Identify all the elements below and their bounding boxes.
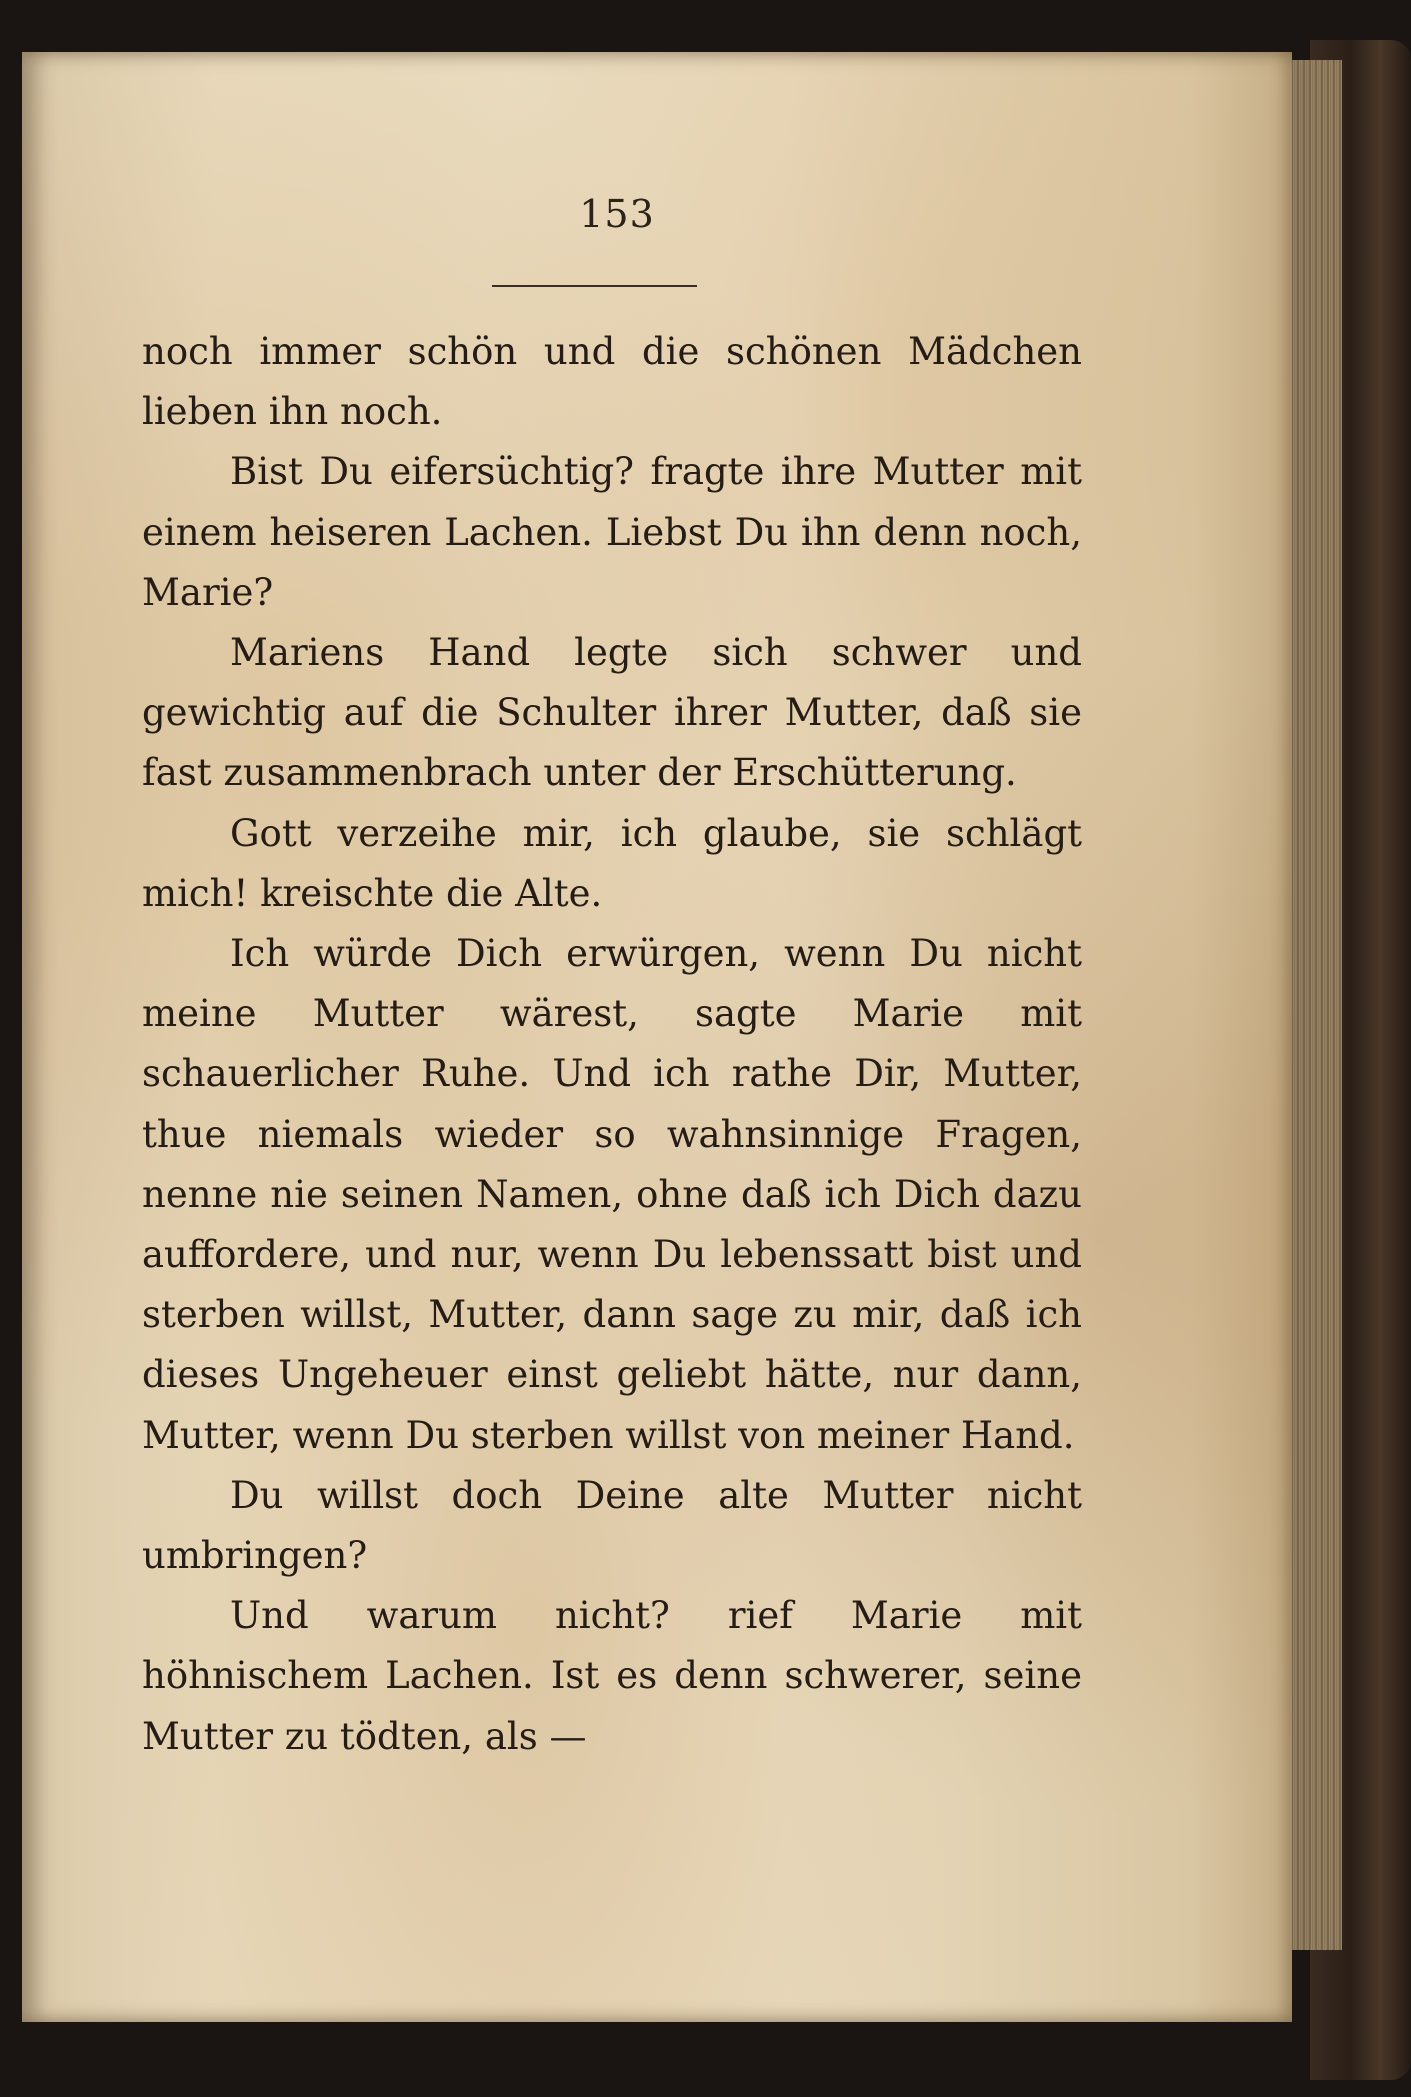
paragraph: noch immer schön und die schönen Mädchen lieben ihn noch. [142,330,1082,434]
paragraph: Mariens Hand legte sich schwer und gewichtig auf die Schulter ihrer Mutter, daß sie fast zusammenbrach unter der Erschütterung. [142,631,1082,795]
paragraph: Gott verzeihe mir, ich glaube, sie schlägt mich! kreischte die Alte. [142,811,1082,915]
paragraph: Bist Du eifersüchtig? fragte ihre Mutter mit einem heiseren Lachen. Liebst Du ihn denn noch, Marie? [142,450,1082,614]
paragraph: Und warum nicht? rief Marie mit höhnischem Lachen. Ist es denn schwerer, seine Mutter zu tödten, als — [142,1594,1082,1758]
header-rule [492,285,697,287]
paragraph: Ich würde Dich erwürgen, wenn Du nicht meine Mutter wärest, sagte Marie mit schauerlicher Ruhe. Und ich rathe Dir, Mutter, thue niemals wieder so wahnsinnige Fragen, nenne nie seinen Namen, ohne daß ich Dich dazu auffordere, und nur, wenn Du lebenssatt bist und sterben willst, Mutter, dann sage zu mir, daß ich dieses Ungeheuer einst geliebt hätte, nur dann, Mutter, wenn Du sterben willst von meiner Hand. [142,932,1082,1457]
paragraph: Du willst doch Deine alte Mutter nicht umbringen? [142,1473,1082,1578]
page-body [142,322,1082,1767]
page-number: 153 [579,192,655,236]
book-page [22,52,1292,2022]
